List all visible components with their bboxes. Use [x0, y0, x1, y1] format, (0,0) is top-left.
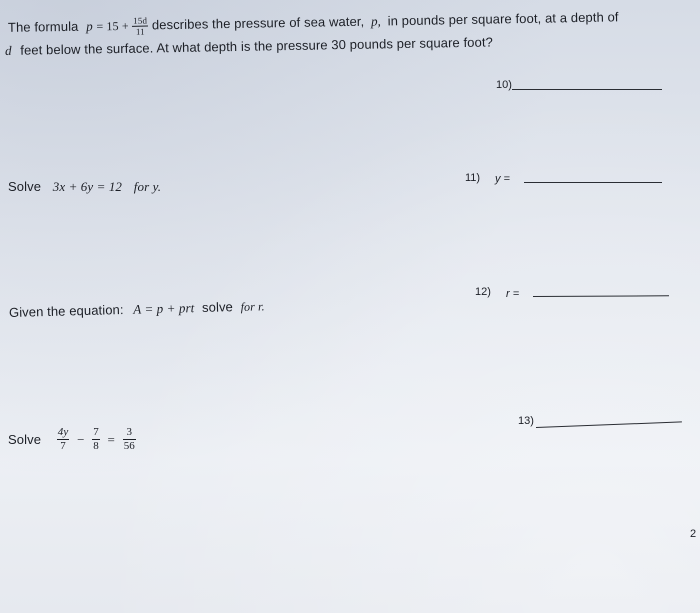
- answer-blank-11[interactable]: [524, 182, 662, 183]
- problem-10-question: feet below the surface. At what depth is the pressure 30 pounds per square foot?: [20, 34, 494, 58]
- fraction-1-numerator: 4y: [57, 426, 69, 438]
- problem-12-text: [9, 298, 265, 321]
- problem-11-target: for y.: [133, 179, 162, 194]
- answer-blank-10[interactable]: [512, 89, 662, 90]
- answer-label-11: 11): [465, 172, 481, 184]
- problem-13-text: [8, 426, 136, 453]
- formula-fraction-numerator: 15d: [133, 15, 148, 26]
- answer-label-13: 13): [518, 415, 534, 427]
- fraction-7-over-8: [92, 426, 100, 453]
- fraction-3-denominator: 56: [123, 440, 135, 452]
- problem-12-equation: A = p + prt: [133, 300, 195, 317]
- problem-10-line-1: [8, 7, 619, 39]
- problem-10-intro: The formula: [7, 18, 79, 35]
- problem-11-text: [8, 179, 161, 195]
- minus-sign: −: [77, 431, 85, 447]
- page-number: 2: [690, 528, 697, 540]
- equals-sign: =: [107, 431, 115, 447]
- problem-12-given: Given the equation:: [8, 302, 124, 320]
- formula-fraction-denominator: 11: [135, 26, 145, 37]
- fraction-3-over-56: [123, 426, 136, 453]
- formula-equals-15: = 15 +: [96, 18, 129, 34]
- problem-12-target: for r.: [240, 299, 265, 314]
- problem-10-line-2: [5, 34, 493, 59]
- fraction-1-denominator: 7: [60, 440, 66, 452]
- fraction-2-numerator: 7: [93, 426, 99, 438]
- formula-variable-p: p: [86, 18, 93, 34]
- depth-variable-d: d: [4, 42, 12, 58]
- problem-10-description: describes the pressure of sea water,: [151, 13, 365, 33]
- answer-prefix-11: y =: [495, 173, 510, 185]
- problem-13-solve: Solve: [8, 432, 42, 447]
- problem-10-units: in pounds per square foot, at a depth of: [387, 9, 619, 29]
- answer-blank-13[interactable]: [536, 421, 682, 428]
- fraction-2-denominator: 8: [93, 440, 99, 452]
- answer-prefix-12: r =: [506, 288, 520, 300]
- answer-label-10: 10): [496, 79, 512, 91]
- fraction-3-numerator: 3: [123, 426, 136, 440]
- answer-blank-12[interactable]: [533, 295, 669, 297]
- formula-fraction: [132, 16, 148, 37]
- answer-label-12: 12): [475, 286, 491, 298]
- pressure-variable-p: p,: [370, 13, 382, 29]
- problem-12-solve: solve: [201, 299, 234, 315]
- problem-11-solve: Solve: [8, 179, 42, 194]
- fraction-4y-over-7: [57, 426, 70, 453]
- problem-11-equation: 3x + 6y = 12: [52, 179, 123, 194]
